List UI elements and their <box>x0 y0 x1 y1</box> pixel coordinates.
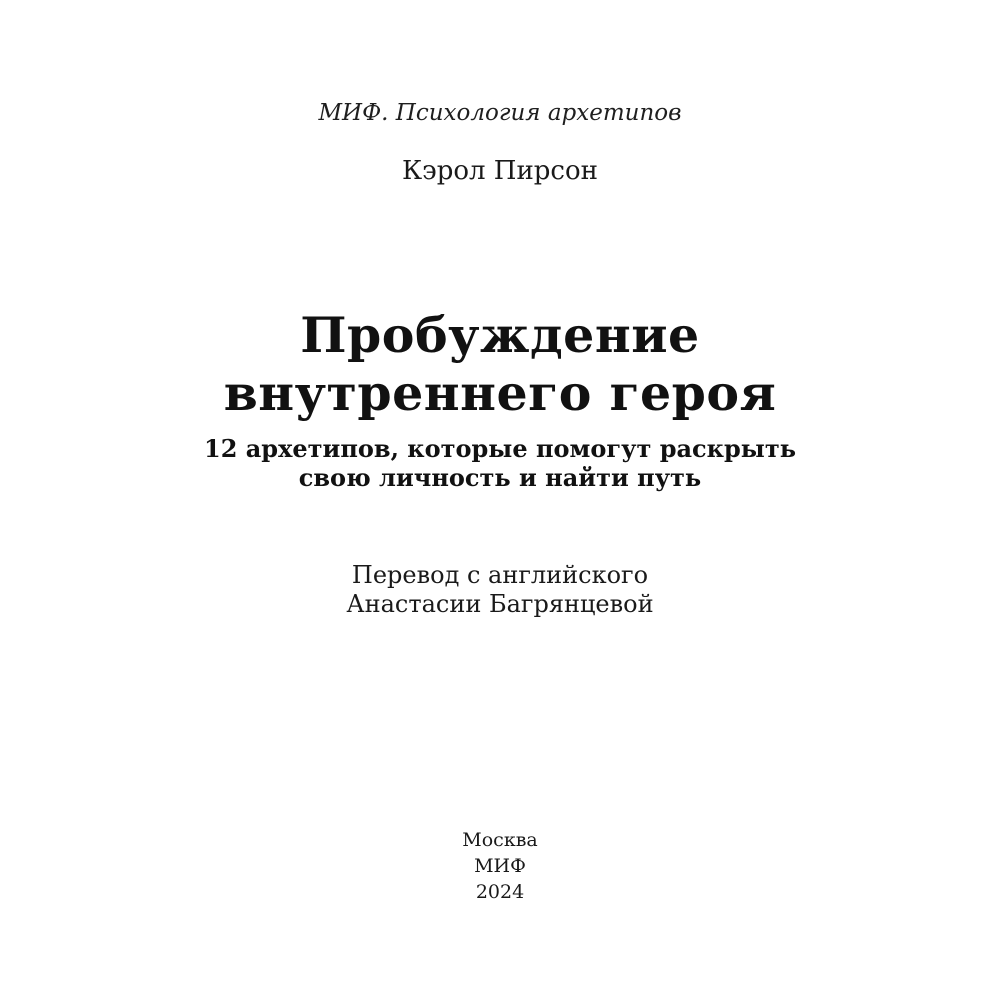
translation-credit-line2: Анастасии Багрянцевой <box>346 590 654 618</box>
imprint-year: 2024 <box>475 881 525 903</box>
translation-credit <box>0 561 1000 619</box>
translation-credit-line1: Перевод с английского <box>351 561 649 589</box>
book-subtitle-line2: свою личность и найти путь <box>298 463 702 492</box>
book-subtitle <box>0 434 1000 492</box>
author-name: Кэрол Пирсон <box>402 156 598 186</box>
book-title-line2: внутреннего героя <box>223 364 777 422</box>
imprint-city: Москва <box>462 829 538 851</box>
book-title <box>0 306 1000 422</box>
imprint-publisher: МИФ <box>474 855 526 877</box>
imprint <box>0 827 1000 905</box>
book-title-line1: Пробуждение <box>300 306 700 364</box>
series-title: МИФ. Психология архетипов <box>318 100 682 126</box>
book-subtitle-line1: 12 архетипов, которые помогут раскрыть <box>204 434 796 463</box>
